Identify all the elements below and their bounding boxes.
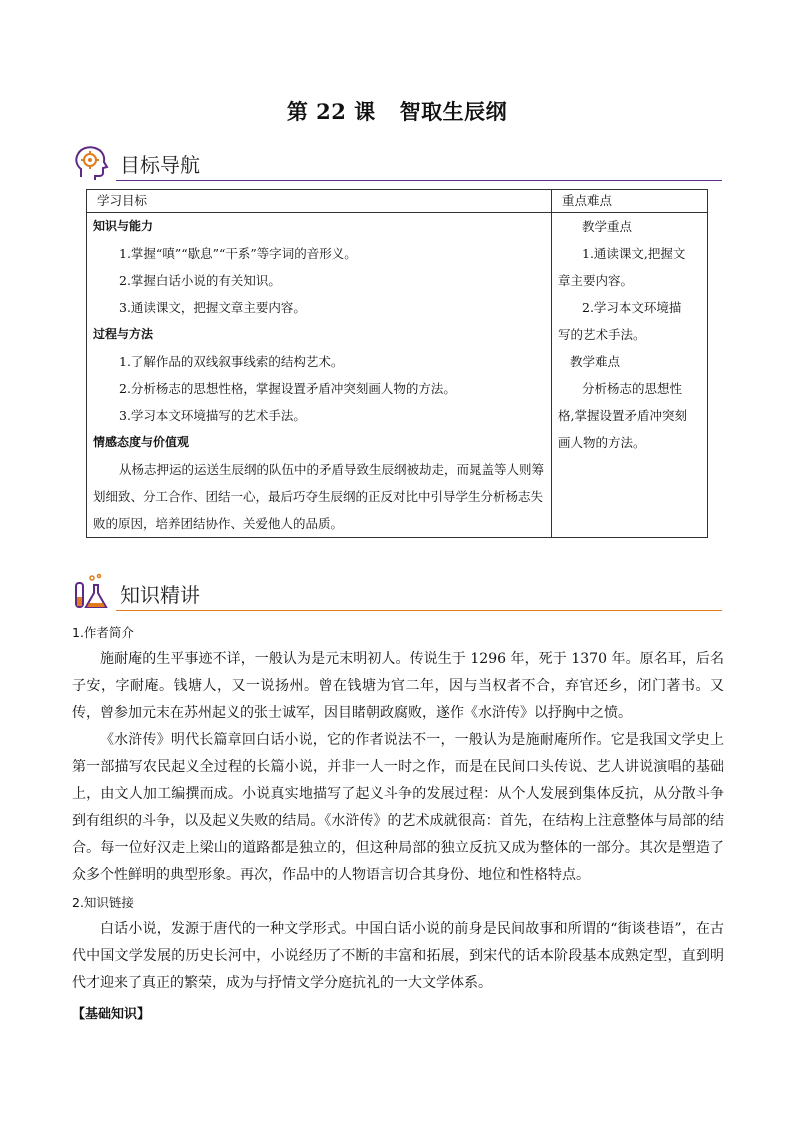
lesson-name: 智取生辰纲	[399, 99, 508, 124]
knowledge-body	[72, 619, 724, 997]
focus-line: 写的艺术手法。	[558, 327, 646, 342]
focus-difficulty-cell	[552, 213, 708, 538]
focus-line: 1.通读课文,把握文	[582, 246, 686, 261]
table-header-row	[87, 190, 708, 213]
knowledge-ability-heading: 知识与能力	[93, 219, 154, 233]
section-divider	[116, 180, 722, 181]
paragraph: 《水浒传》明代长篇章回白话小说，它的作者说法不一，一般认为是施耐庵所作。它是我国文学史上第一部描写农民起义全过程的长篇小说，并非一人一时之作，而是在民间口头传说、艺人讲说演唱的基础上，由文人加工编撰而成。小说真实地描写了起义斗争的发展过程：从个人发展到集体反抗，从分散斗争到有组织的斗争，以及起义失败的结局。《水浒传》的艺术成就很高：首先，在结构上注意整体与局部的结合。每一位好汉走上梁山的道路都是独立的，但这种局部的独立反抗又成为整体的一部分。其次是塑造了众多个性鲜明的典型形象。再次，作品中的人物语言切合其身份、地位和性格特点。	[72, 732, 724, 883]
paragraph: 白话小说，发源于唐代的一种文学形式。中国白话小说的前身是民间故事和所谓的“街谈巷语”，在古代中国文学发展的历史长河中，小说经历了不断的丰富和拓展，到宋代的话本阶段基本成熟定型，直到明代才迎来了真正的繁荣，成为与抒情文学分庭抗礼的一大文学体系。	[72, 921, 724, 991]
paragraph: 施耐庵的生平事迹不详，一般认为是元末明初人。传说生于 1296 年，死于 1370 年。原名耳，后名子安，字耐庵。钱塘人，又一说扬州。曾在钱塘为官二年，因与当权者不合，弃官还乡，闭门著书。又传，曾参加元末在苏州起义的张士诚军，因目睹朝政腐败，遂作《水浒传》以抒胸中之愤。	[72, 651, 724, 721]
lesson-number: 第 22 课	[286, 99, 376, 124]
focus-heading: 教学重点	[582, 219, 633, 234]
goal-item: 3.学习本文环境描写的艺术手法。	[119, 408, 306, 423]
page-title	[0, 96, 794, 126]
goal-item: 2.分析杨志的思想性格，掌握设置矛盾冲突刻画人物的方法。	[119, 381, 456, 396]
section-title: 知识精讲	[120, 583, 200, 607]
goal-item: 2.掌握白话小说的有关知识。	[119, 273, 281, 288]
difficulty-line: 格,掌握设置矛盾冲突刻	[558, 408, 687, 423]
goal-item: 1.了解作品的双线叙事线索的结构艺术。	[119, 354, 344, 369]
focus-line: 章主要内容。	[558, 273, 634, 288]
col-header-goals: 学习目标	[87, 190, 552, 213]
goal-item: 1.掌握“嗔”“歇息”“干系”等字词的音形义。	[119, 246, 357, 261]
focus-line: 2.学习本文环境描	[582, 300, 682, 315]
section-divider	[116, 610, 722, 611]
learning-goals-cell	[87, 213, 552, 538]
lab-flask-icon	[72, 573, 110, 611]
emotion-value-text: 从杨志押运的运送生辰纲的队伍中的矛盾导致生辰纲被劫走，而晁盖等人则筹划细致、分工合作、团结一心，最后巧夺生辰纲的正反对比中引导学生分析杨志失败的原因，培养团结协作、关爱他人的品质。	[93, 462, 545, 531]
difficulty-heading: 教学难点	[570, 354, 621, 369]
goals-nav-header	[72, 143, 722, 181]
subsection-heading: 2.知识链接	[72, 895, 134, 910]
difficulty-line: 分析杨志的思想性	[582, 381, 683, 396]
process-method-heading: 过程与方法	[93, 327, 154, 341]
emotion-value-heading: 情感态度与价值观	[93, 435, 190, 449]
section-title: 目标导航	[120, 153, 200, 177]
goal-item: 3.通读课文，把握文章主要内容。	[119, 300, 306, 315]
col-header-focus: 重点难点	[552, 190, 708, 213]
basic-knowledge-heading: 【基础知识】	[72, 1007, 151, 1022]
difficulty-line: 画人物的方法。	[558, 435, 646, 450]
table-row	[87, 213, 708, 538]
goals-table	[86, 189, 708, 538]
subsection-heading: 1.作者简介	[72, 625, 134, 640]
knowledge-header	[72, 573, 722, 611]
brain-gear-icon	[72, 143, 110, 181]
